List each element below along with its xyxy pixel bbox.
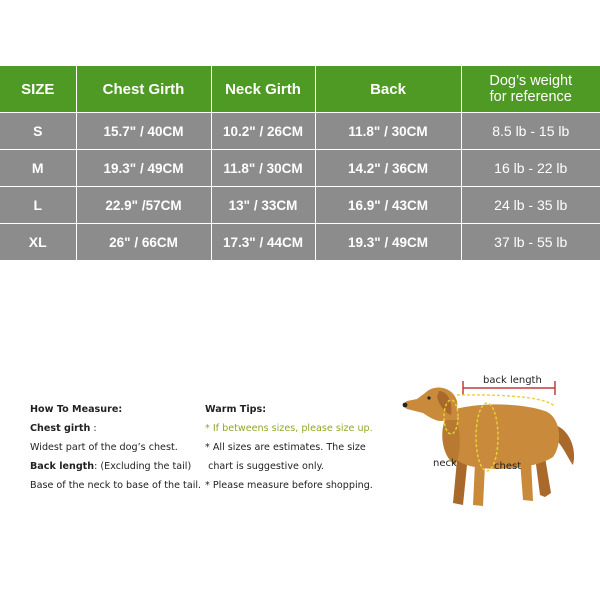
back-length-label: back length [483,375,542,386]
header-back: Back [315,66,461,113]
table-row [0,113,600,150]
header-chest-girth: Chest Girth [76,66,211,113]
how-to-measure-section [30,400,200,495]
header-dog-weight-line1: Dog’s weight [489,73,573,89]
tip-estimates-line2-text: chart is suggestive only. [208,461,324,472]
how-to-measure-title: How To Measure: [30,404,123,415]
table-row [0,150,600,187]
cell-neck: 10.2" / 26CM [211,113,315,150]
back-length-description: Base of the neck to base of the tail. [30,480,202,491]
chest-girth-colon: : [93,423,97,434]
chest-girth-description: Widest part of the dog’s chest. [30,442,178,453]
tip-size-up: * If betweens sizes, please size up. [205,423,373,434]
chest-label: chest [494,461,522,472]
cell-back: 14.2" / 36CM [315,150,461,187]
cell-neck: 11.8" / 30CM [211,150,315,187]
back-length-note: : (Excluding the tail) [94,461,192,472]
back-length-line [30,457,200,476]
cell-chest: 19.3" / 49CM [76,150,211,187]
cell-size: S [0,113,76,150]
tip-estimates-line2 [205,457,395,476]
back-length-label: Back length [30,461,95,472]
dog-illustration [395,365,590,515]
warm-tips-section [205,400,395,495]
table-row [0,224,600,261]
cell-size: XL [0,224,76,261]
tip-measure-first: * Please measure before shopping. [205,480,373,491]
cell-back: 19.3" / 49CM [315,224,461,261]
size-chart-header-row [0,66,600,113]
table-row [0,187,600,224]
chest-girth-label: Chest girth [30,423,91,434]
dog-icon [403,387,575,506]
header-dog-weight [461,66,600,113]
cell-chest: 26" / 66CM [76,224,211,261]
cell-chest: 15.7" / 40CM [76,113,211,150]
cell-weight: 8.5 lb - 15 lb [461,113,600,150]
neck-label: neck [433,458,457,469]
cell-size: M [0,150,76,187]
warm-tips-title: Warm Tips: [205,404,267,415]
cell-chest: 22.9" /57CM [76,187,211,224]
tip-estimates-line1: * All sizes are estimates. The size [205,442,366,453]
size-chart-table [0,66,600,260]
cell-neck: 17.3" / 44CM [211,224,315,261]
cell-back: 11.8" / 30CM [315,113,461,150]
header-neck-girth: Neck Girth [211,66,315,113]
cell-size: L [0,187,76,224]
cell-weight: 16 lb - 22 lb [461,150,600,187]
dog-measurement-figure [395,365,590,515]
header-size: SIZE [0,66,76,113]
header-dog-weight-line2: for reference [489,89,572,105]
cell-weight: 24 lb - 35 lb [461,187,600,224]
cell-weight: 37 lb - 55 lb [461,224,600,261]
cell-neck: 13" / 33CM [211,187,315,224]
cell-back: 16.9" / 43CM [315,187,461,224]
chest-girth-line [30,419,200,438]
